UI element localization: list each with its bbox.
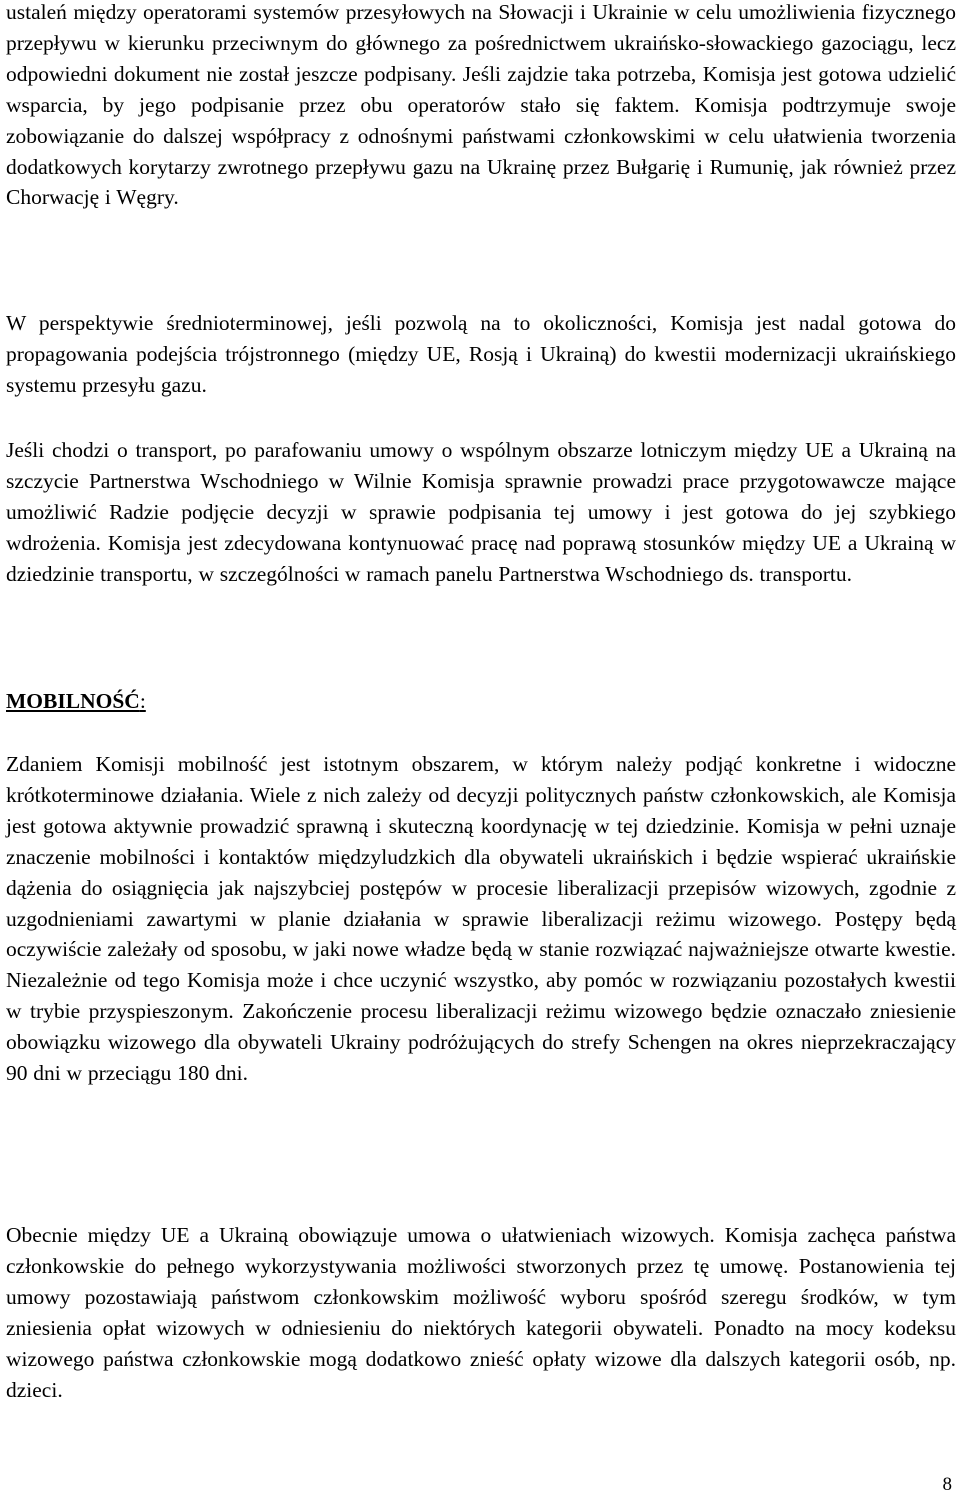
paragraph-transport: Jeśli chodzi o transport, po parafowaniu umowy o wspólnym obszarze lotniczym między UE a Ukrainą na szczycie Partnerstwa Wschodniego w Wilnie Komisja sprawnie prowadzi prace przygotowawcze mające umożliwić Radzie podjęcie decyzji w sprawie podpisania tej umowy i jest gotowa do jej szybkiego wdrożenia. Komisja jest zdecydowana kontynuować pracę nad poprawą stosunków między UE a Ukrainą w dziedzinie transportu, w szczególności w ramach panelu Partnerstwa Wschodniego ds. transportu.	[6, 438, 956, 586]
paragraph-trilateral-approach: W perspektywie średnioterminowej, jeśli pozwolą na to okoliczności, Komisja jest nadal gotowa do propagowania podejścia trójstronnego (między UE, Rosją i Ukrainą) do kwestii modernizacji ukraińskiego systemu przesyłu gazu.	[6, 311, 956, 397]
paragraph-mobility: Zdaniem Komisji mobilność jest istotnym obszarem, w którym należy podjąć konkretne i widoczne krótkoterminowe działania. Wiele z nich zależy od decyzji politycznych państw członkowskich, ale Komisja jest gotowa aktywnie prowadzić sprawną i skuteczną koordynację w tej dziedzinie. Komisja w pełni uznaje znaczenie mobilności i kontaktów międzyludzkich dla obywateli ukraińskich i będzie wspierać ukraińskie dążenia do osiągnięcia jak najszybciej postępów w procesie liberalizacji przepisów wizowych, zgodnie z uzgodnieniami zawartymi w planie działania w sprawie liberalizacji reżimu wizowego. Postępy będą oczywiście zależały od sposobu, w jaki nowe władze będą w stanie rozwiązać najważniejsze otwarte kwestie. Niezależnie od tego Komisja może i chce uczynić wszystko, aby pomóc w rozwiązaniu pozostałych kwestii w trybie przyspieszonym. Zakończenie procesu liberalizacji reżimu wizowego będzie oznaczało zniesienie obowiązku wizowego dla obywateli Ukrainy podróżujących do strefy Schengen na okres nieprzekraczający 90 dni w przeciągu 180 dni.	[6, 752, 956, 1086]
paragraph-visa-facilitation: Obecnie między UE a Ukrainą obowiązuje umowa o ułatwieniach wizowych. Komisja zachęca państwa członkowskie do pełnego wykorzystywania możliwości stworzonych przez tę umowę. Postanowienia tej umowy pozostawiają państwom członkowskim możliwość wyboru spośród szeregu środków, w tym zniesienia opłat wizowych w odniesieniu do niektórych kategorii obywateli. Ponadto na mocy kodeksu wizowego państwa członkowskie mogą dodatkowo znieść opłaty wizowe dla dalszych kategorii osób, np. dzieci.	[6, 1223, 956, 1402]
paragraph-gas-transit: ustaleń między operatorami systemów przesyłowych na Słowacji i Ukrainie w celu umożliwienia fizycznego przepływu w kierunku przeciwnym do głównego za pośrednictwem ukraińsko-słowackiego gazociągu, lecz odpowiedni dokument nie został jeszcze podpisany. Jeśli zajdzie taka potrzeba, Komisja jest gotowa udzielić wsparcia, by jego podpisanie przez obu operatorów stało się faktem. Komisja podtrzymuje swoje zobowiązanie do dalszej współpracy z odnośnymi państwami członkowskimi w celu ułatwienia tworzenia dodatkowych korytarzy zwrotnego przepływu gazu na Ukrainę przez Bułgarię i Rumunię, jak również przez Chorwację i Węgry.	[6, 0, 956, 210]
section-heading-mobility	[6, 686, 146, 716]
page-number: 8	[942, 1474, 952, 1495]
section-heading-text: MOBILNOŚĆ	[6, 689, 140, 713]
section-heading-colon: :	[139, 689, 146, 713]
